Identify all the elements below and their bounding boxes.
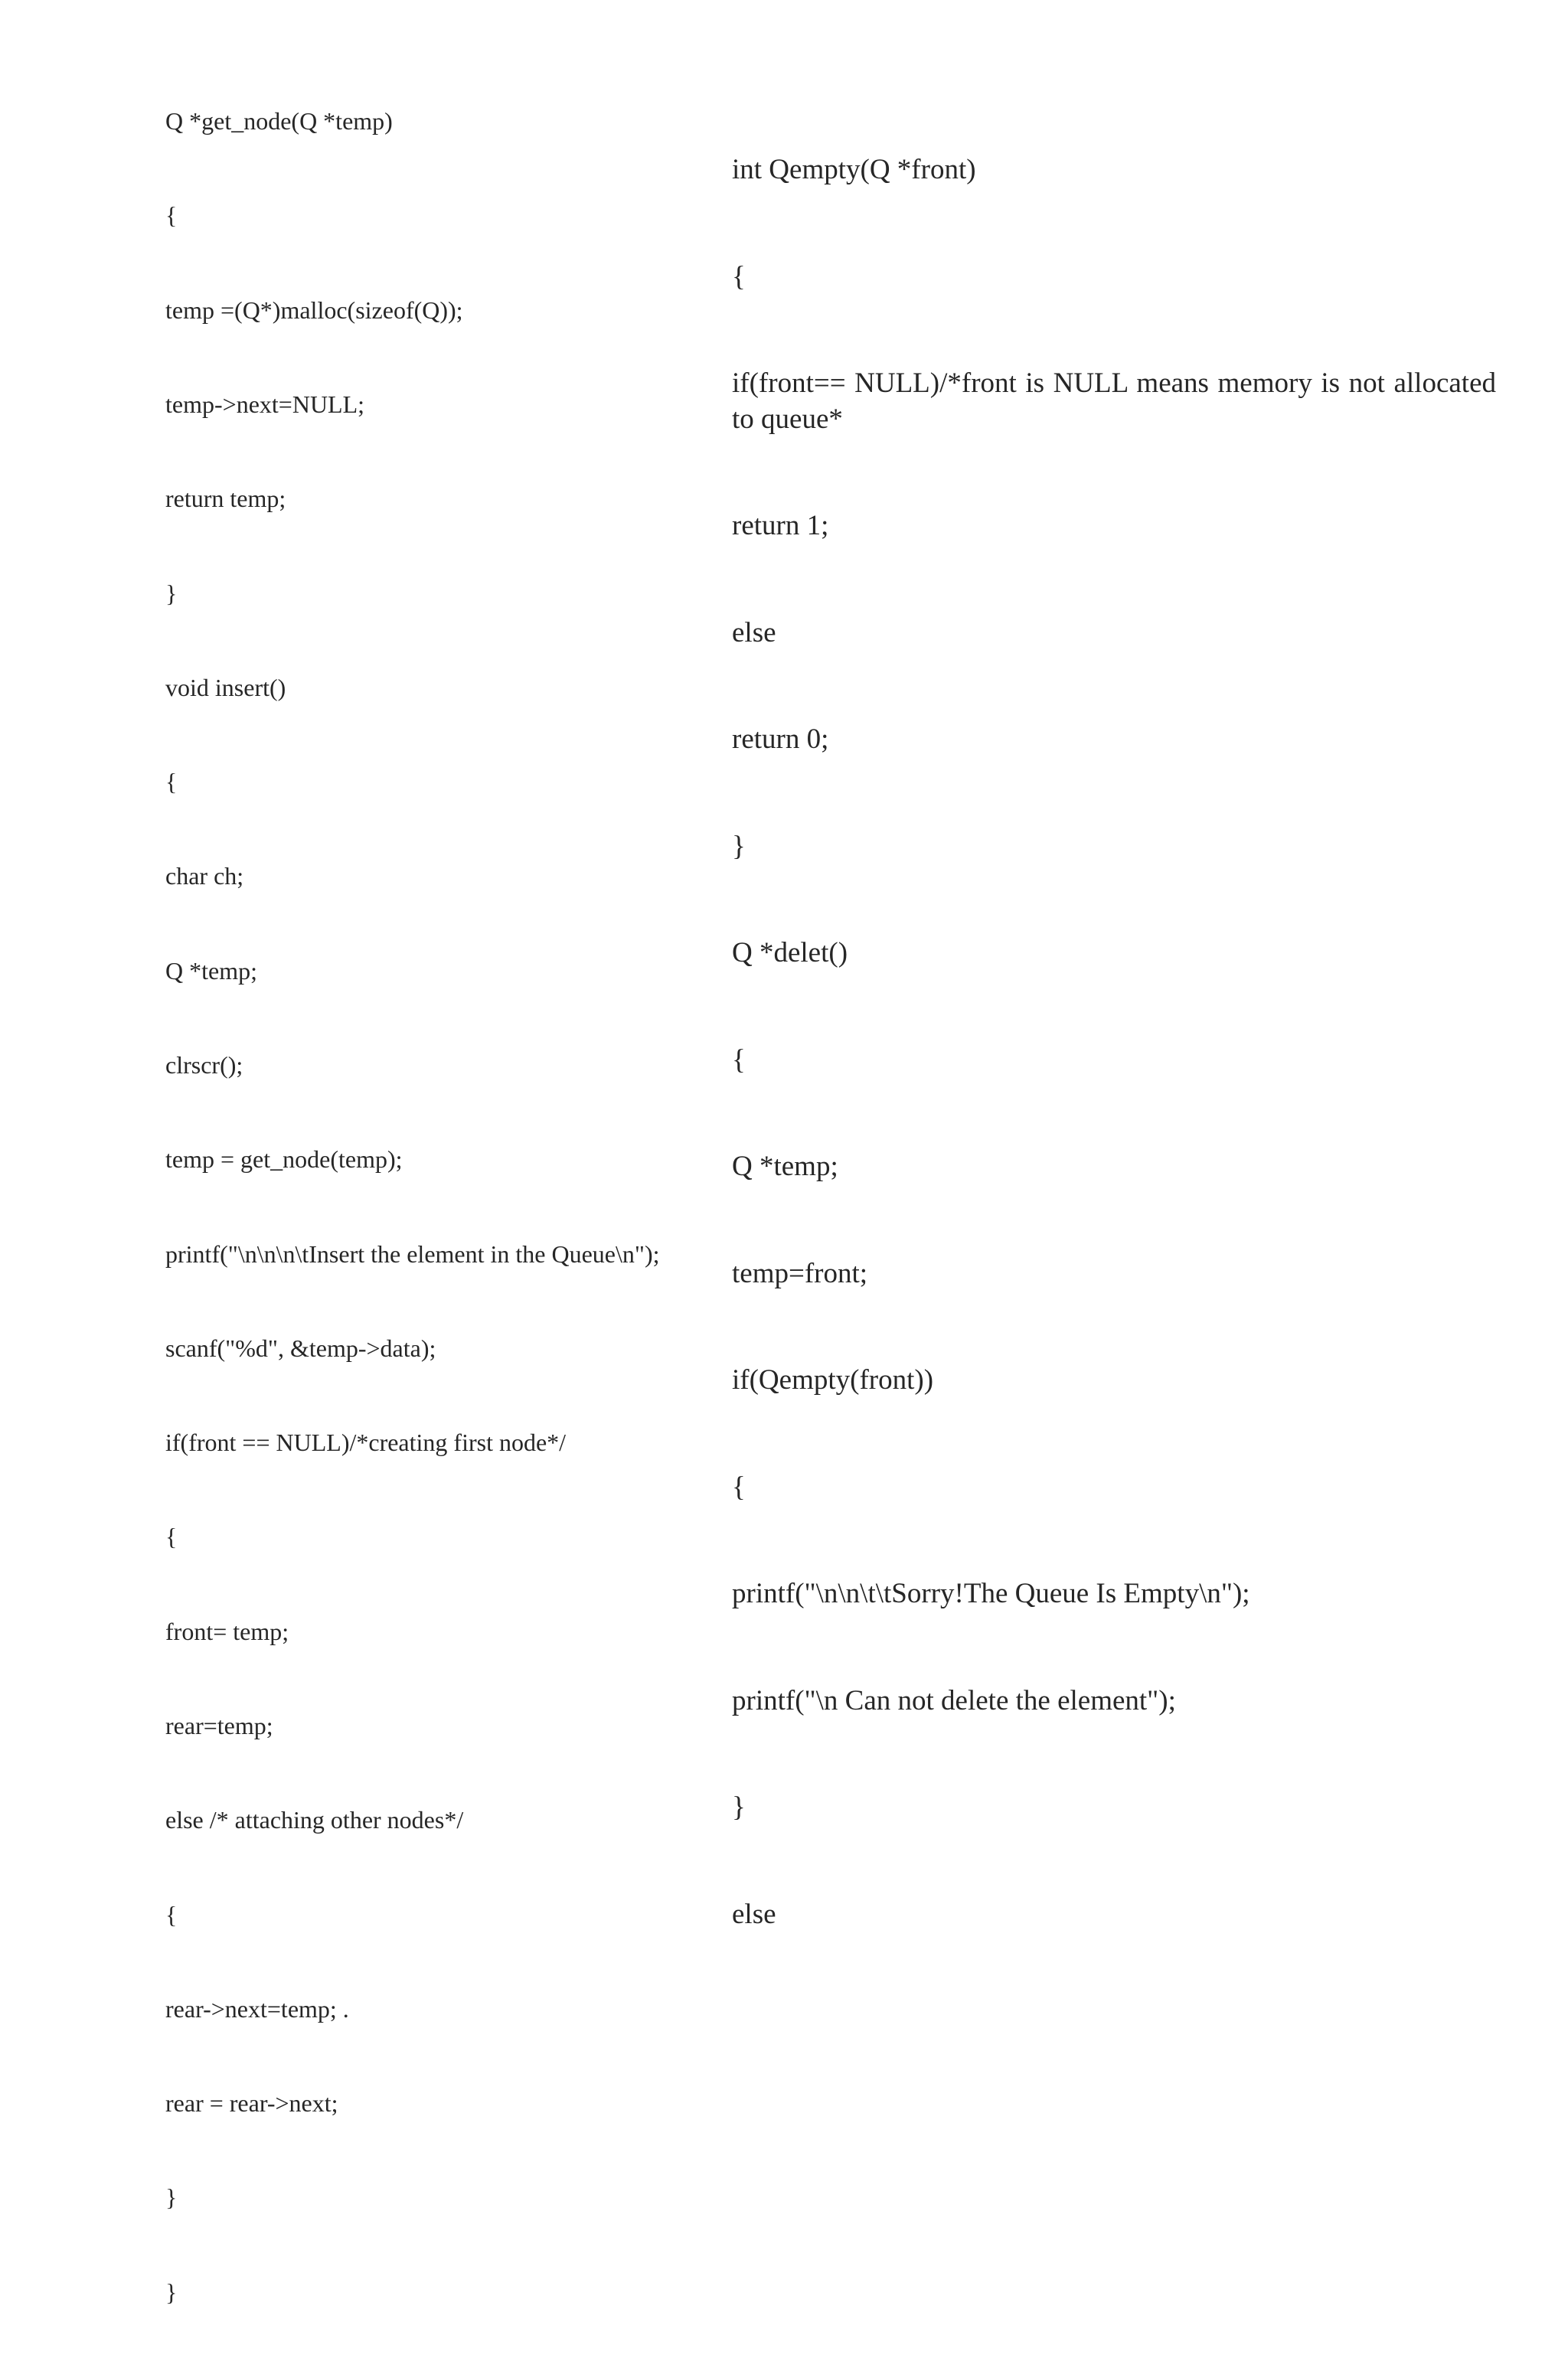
code-line: return temp; <box>165 485 286 513</box>
code-line: Q *get_node(Q *temp) <box>165 107 393 136</box>
code-line: printf("\n Can not delete the element"); <box>732 1684 1176 1716</box>
code-line: { <box>165 1523 178 1551</box>
code-line: temp=front; <box>732 1257 868 1289</box>
code-line: { <box>165 1900 178 1928</box>
code-line: { <box>732 260 746 292</box>
code-line: temp =(Q*)malloc(sizeof(Q)); <box>165 296 463 324</box>
code-line: } <box>732 1791 746 1823</box>
code-listing-right <box>732 81 1498 2004</box>
code-line-wrapped: if(front== NULL)/*front is NULL means memory is not allocated to queue* <box>732 367 1496 435</box>
code-line: } <box>165 579 178 607</box>
code-line: { <box>732 1043 746 1076</box>
code-line: } <box>732 830 746 862</box>
code-listing-left <box>165 43 717 2371</box>
code-line: rear = rear->next; <box>165 2089 338 2118</box>
code-line: { <box>165 201 178 230</box>
code-line: } <box>165 2183 178 2212</box>
code-line: printf("\n\n\t\tSorry!The Queue Is Empty\n"); <box>732 1578 1250 1609</box>
code-line: Q *temp; <box>165 956 257 985</box>
code-line: { <box>165 768 178 796</box>
code-line: scanf("%d", &temp->data); <box>165 1334 436 1362</box>
code-line: if(front == NULL)/*creating first node*/ <box>165 1429 567 1457</box>
code-line: rear->next=temp; . <box>165 1994 349 2023</box>
code-line: rear=temp; <box>165 1711 273 1739</box>
code-line: Q *temp; <box>732 1151 838 1182</box>
code-line: void insert() <box>165 673 286 701</box>
code-line: printf("\n\n\n\tInsert the element in the Queue\n"); <box>165 1239 660 1268</box>
code-line: temp = get_node(temp); <box>165 1145 403 1174</box>
code-line: clrscr(); <box>165 1051 243 1079</box>
code-line: else <box>732 1898 776 1930</box>
code-line: if(Qempty(front)) <box>732 1364 934 1396</box>
code-line: Q *delet() <box>732 937 848 968</box>
code-line: return 1; <box>732 510 829 541</box>
code-line: return 0; <box>732 723 829 755</box>
code-line: temp->next=NULL; <box>165 390 365 419</box>
code-line: int Qempty(Q *front) <box>732 154 976 185</box>
code-line: front= temp; <box>165 1617 289 1645</box>
code-line: { <box>732 1471 746 1503</box>
code-line: } <box>165 2278 178 2306</box>
code-line: char ch; <box>165 862 244 890</box>
code-line: else <box>732 616 776 648</box>
code-line: else /* attaching other nodes*/ <box>165 1806 464 1834</box>
